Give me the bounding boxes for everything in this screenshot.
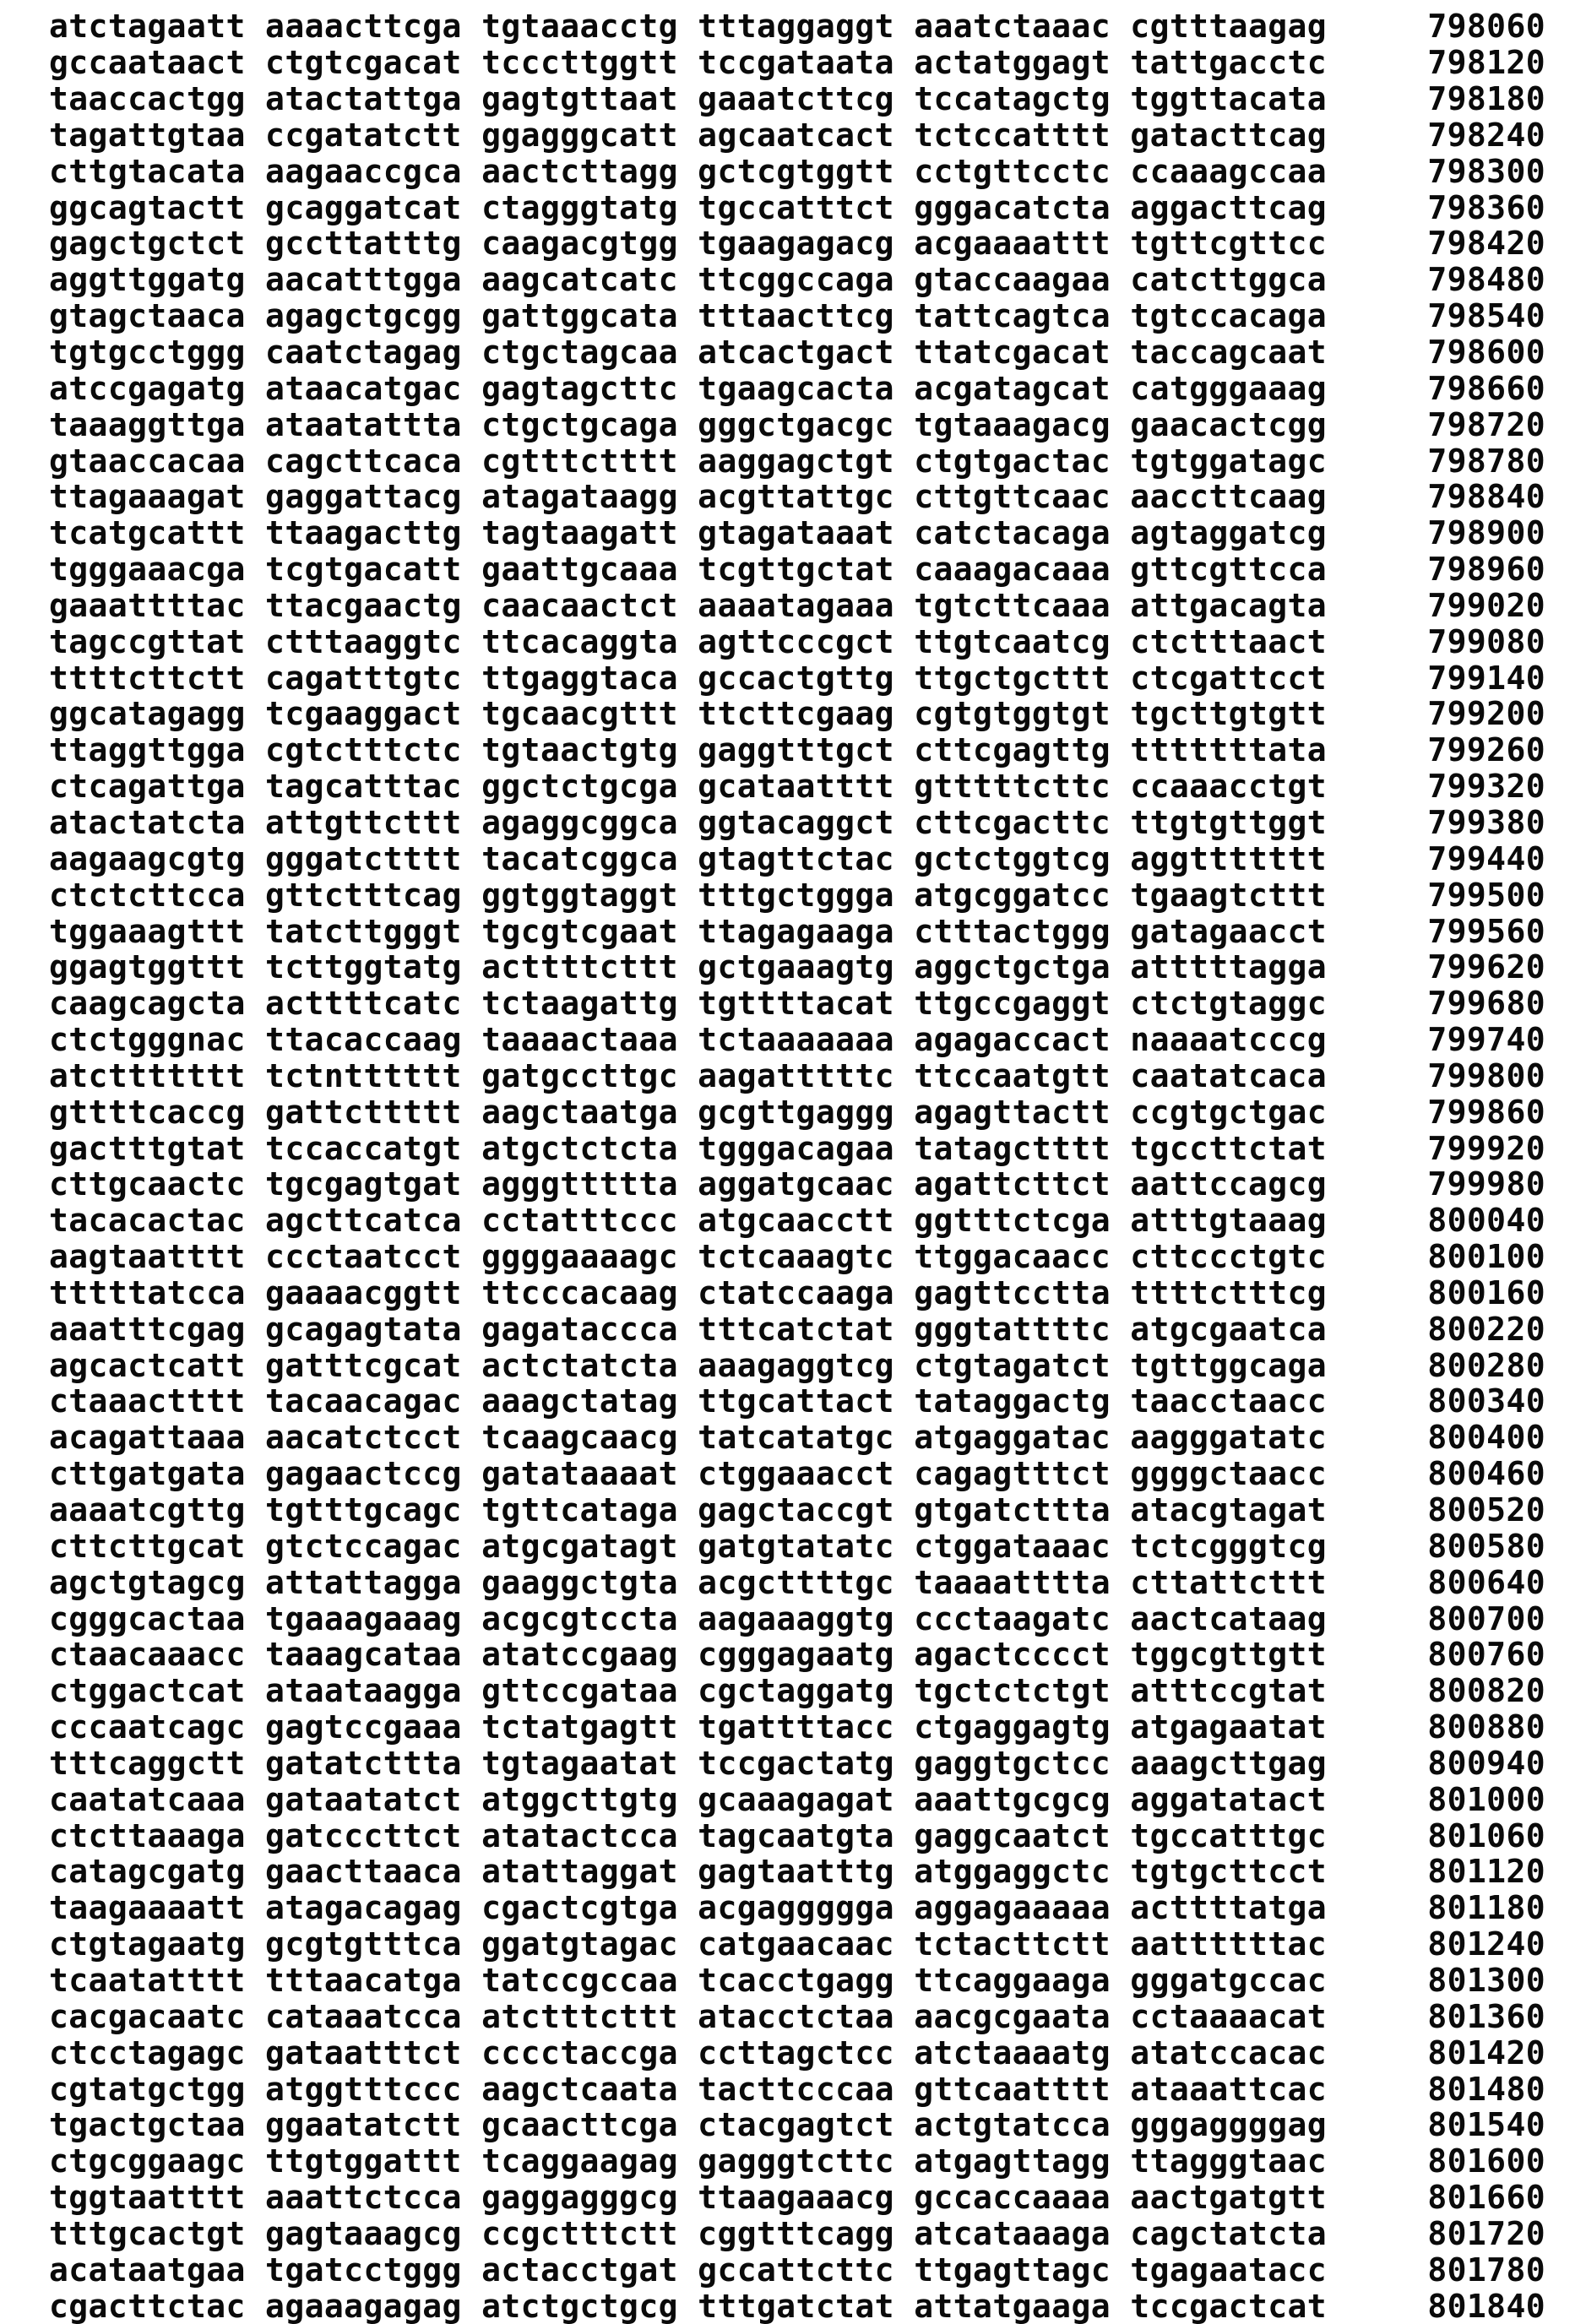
sequence-bases: taaccactgg atactattga gagtgttaat gaaatcttcg tccatagctg tggttacata: [49, 80, 1328, 118]
position-number: 799440: [1427, 839, 1545, 877]
sequence-row: [0, 225, 1586, 262]
sequence-bases: ttttcttctt cagatttgtc ttgaggtaca gccactgttg ttgctgcttt ctcgattcct: [49, 659, 1328, 697]
sequence-bases: agctgtagcg attattagga gaaggctgta acgcttttgc taaaatttta cttattcttt: [49, 1563, 1328, 1601]
sequence-bases: tagccgttat ctttaaggtc ttcacaggta agttcccgct ttgtcaatcg ctctttaact: [49, 622, 1328, 660]
sequence-row: [0, 1709, 1586, 1746]
sequence-row: [0, 2034, 1586, 2071]
sequence-row: [0, 1203, 1586, 1239]
position-number: 801060: [1427, 1816, 1545, 1854]
position-number: 800880: [1427, 1708, 1545, 1746]
sequence-bases: tttcaggctt gatatcttta tgtagaatat tccgactatg gaggtgctcc aaagcttgag: [49, 1744, 1328, 1782]
sequence-row: [0, 1275, 1586, 1311]
sequence-row: [0, 334, 1586, 371]
position-number: 801180: [1427, 1889, 1545, 1927]
sequence-row: [0, 406, 1586, 443]
position-number: 798060: [1427, 8, 1545, 46]
position-number: 800940: [1427, 1744, 1545, 1782]
position-number: 800640: [1427, 1563, 1545, 1601]
position-number: 801120: [1427, 1853, 1545, 1891]
sequence-bases: ggcatagagg tcgaaggact tgcaacgttt ttcttcgaag cgtgtggtgt tgcttgtgtt: [49, 695, 1328, 733]
sequence-bases: tgtgcctggg caatctagag ctgctagcaa atcactgact ttatcgacat taccagcaat: [49, 334, 1328, 372]
sequence-bases: taagaaaatt atagacagag cgactcgtga acgaggggga aggagaaaaa acttttatga: [49, 1889, 1328, 1927]
sequence-bases: caagcagcta acttttcatc tctaagattg tgttttacat ttgccgaggt ctctgtaggc: [49, 985, 1328, 1023]
position-number: 800100: [1427, 1238, 1545, 1276]
position-number: 799200: [1427, 695, 1545, 733]
sequence-row: [0, 1854, 1586, 1890]
position-number: 798300: [1427, 152, 1545, 190]
sequence-row: [0, 696, 1586, 732]
sequence-bases: gtaaccacaa cagcttcaca cgtttctttt aaggagctgt ctgtgactac tgtggatagc: [49, 442, 1328, 480]
sequence-bases: ctctgggnac ttacaccaag taaaactaaa tctaaaaaaa agagaccact naaaatcccg: [49, 1021, 1328, 1059]
sequence-row: [0, 1926, 1586, 1963]
sequence-bases: aagaagcgtg gggatctttt tacatcggca gtagttctac gctctggtcg aggttttttt: [49, 839, 1328, 877]
sequence-row: [0, 81, 1586, 117]
sequence-bases: ctaacaaacc taaagcataa atatccgaag cgggagaatg agactcccct tggcgttgtt: [49, 1636, 1328, 1674]
sequence-bases: gccaataact ctgtcgacat tcccttggtt tccgataata actatggagt tattgacctc: [49, 44, 1328, 82]
sequence-row: [0, 262, 1586, 298]
sequence-row: [0, 1094, 1586, 1130]
sequence-row: [0, 2071, 1586, 2107]
sequence-bases: ctggactcat ataataagga gttccgataa cgctaggatg tgctctctgt atttccgtat: [49, 1672, 1328, 1710]
position-number: 801720: [1427, 2214, 1545, 2252]
sequence-bases: ggagtggttt tcttggtatg acttttcttt gctgaaagtg aggctgctga atttttagga: [49, 948, 1328, 986]
position-number: 800820: [1427, 1672, 1545, 1710]
sequence-row: [0, 1456, 1586, 1492]
sequence-row: [0, 515, 1586, 551]
position-number: 799320: [1427, 768, 1545, 806]
position-number: 801540: [1427, 2106, 1545, 2144]
sequence-row: [0, 1311, 1586, 1347]
sequence-row: [0, 1022, 1586, 1058]
position-number: 799920: [1427, 1129, 1545, 1167]
sequence-row: [0, 1637, 1586, 1673]
sequence-row: [0, 2143, 1586, 2180]
sequence-row: [0, 732, 1586, 768]
sequence-row: [0, 2251, 1586, 2288]
position-number: 798180: [1427, 80, 1545, 118]
sequence-row: [0, 117, 1586, 154]
sequence-bases: aagtaatttt ccctaatcct ggggaaaagc tctcaaagtc ttggacaacc cttccctgtc: [49, 1238, 1328, 1276]
sequence-row: [0, 949, 1586, 986]
position-number: 800280: [1427, 1346, 1545, 1384]
position-number: 798240: [1427, 116, 1545, 154]
sequence-bases: ctgcggaagc ttgtggattt tcaggaagag gagggtcttc atgagttagg ttagggtaac: [49, 2142, 1328, 2180]
sequence-row: [0, 2180, 1586, 2216]
position-number: 798120: [1427, 44, 1545, 82]
sequence-bases: tcatgcattt ttaagacttg tagtaagatt gtagataaat catctacaga agtaggatcg: [49, 514, 1328, 552]
sequence-row: [0, 1420, 1586, 1456]
sequence-bases: tagattgtaa ccgatatctt ggagggcatt agcaatcact tctccatttt gatacttcag: [49, 116, 1328, 154]
sequence-bases: tggaaagttt tatcttgggt tgcgtcgaat ttagagaaga ctttactggg gatagaacct: [49, 912, 1328, 950]
sequence-bases: acagattaaa aacatctcct tcaagcaacg tatcatatgc atgaggatac aagggatatc: [49, 1419, 1328, 1457]
sequence-bases: catagcgatg gaacttaaca atattaggat gagtaatttg atggaggctc tgtgcttcct: [49, 1853, 1328, 1891]
position-number: 800520: [1427, 1491, 1545, 1529]
sequence-bases: aaatttcgag gcagagtata gagataccca tttcatctat gggtattttc atgcgaatca: [49, 1310, 1328, 1348]
position-number: 800340: [1427, 1382, 1545, 1420]
sequence-bases: agcactcatt gatttcgcat actctatcta aaagaggtcg ctgtagatct tgttggcaga: [49, 1346, 1328, 1384]
sequence-bases: cgtatgctgg atggtttccc aagctcaata tacttcccaa gttcaatttt ataaattcac: [49, 2070, 1328, 2108]
position-number: 801660: [1427, 2179, 1545, 2217]
sequence-row: [0, 1963, 1586, 1999]
sequence-row: [0, 1746, 1586, 1782]
sequence-bases: cttcttgcat gtctccagac atgcgatagt gatgtatatc ctggataaac tctcgggtcg: [49, 1527, 1328, 1565]
sequence-bases: gagctgctct gccttatttg caagacgtgg tgaagagacg acgaaaattt tgttcgttcc: [49, 225, 1328, 263]
sequence-bases: ttaggttgga cgtctttctc tgtaactgtg gaggtttgct cttcgagttg tttttttata: [49, 731, 1328, 769]
sequence-row: [0, 1057, 1586, 1094]
sequence-bases: ctcttaaaga gatcccttct atatactcca tagcaatgta gaggcaatct tgccatttgc: [49, 1816, 1328, 1854]
sequence-bases: aaaatcgttg tgtttgcagc tgttcataga gagctaccgt gtgatcttta atacgtagat: [49, 1491, 1328, 1529]
position-number: 798480: [1427, 261, 1545, 299]
sequence-bases: tgggaaacga tcgtgacatt gaattgcaaa tcgttgctat caaagacaaa gttcgttcca: [49, 551, 1328, 589]
position-number: 801420: [1427, 2033, 1545, 2072]
sequence-row: [0, 877, 1586, 913]
sequence-bases: cacgacaatc cataaatcca atctttcttt atacctctaa aacgcgaata cctaaaacat: [49, 1997, 1328, 2035]
position-number: 799800: [1427, 1056, 1545, 1094]
position-number: 800580: [1427, 1527, 1545, 1565]
sequence-bases: gaaattttac ttacgaactg caacaactct aaaatagaaa tgtcttcaaa attgacagta: [49, 586, 1328, 624]
sequence-row: [0, 1383, 1586, 1420]
sequence-row: [0, 45, 1586, 81]
sequence-row: [0, 2288, 1586, 2324]
sequence-bases: atccgagatg ataacatgac gagtagcttc tgaagcacta acgatagcat catgggaaag: [49, 369, 1328, 407]
sequence-bases: tcaatatttt tttaacatga tatccgccaa tcacctgagg ttcaggaaga gggatgccac: [49, 1961, 1328, 1999]
position-number: 799140: [1427, 659, 1545, 697]
sequence-row: [0, 805, 1586, 841]
sequence-row: [0, 623, 1586, 660]
position-number: 799260: [1427, 731, 1545, 769]
position-number: 801000: [1427, 1780, 1545, 1818]
position-number: 801360: [1427, 1997, 1545, 2035]
sequence-bases: taaaggttga ataatattta ctgctgcaga gggctgacgc tgtaaagacg gaacactcgg: [49, 405, 1328, 443]
position-number: 798780: [1427, 442, 1545, 480]
sequence-row: [0, 1239, 1586, 1275]
sequence-bases: gtagctaaca agagctgcgg gattggcata tttaacttcg tattcagtca tgtccacaga: [49, 297, 1328, 335]
position-number: 801600: [1427, 2142, 1545, 2180]
sequence-row: [0, 8, 1586, 45]
sequence-bases: tggtaatttt aaattctcca gaggagggcg ttaagaaacg gccaccaaaa aactgatgtt: [49, 2179, 1328, 2217]
sequence-bases: gactttgtat tccaccatgt atgctctcta tgggacagaa tatagctttt tgccttctat: [49, 1129, 1328, 1167]
sequence-bases: tgactgctaa ggaatatctt gcaacttcga ctacgagtct actgtatcca gggaggggag: [49, 2106, 1328, 2144]
position-number: 799620: [1427, 948, 1545, 986]
position-number: 800460: [1427, 1455, 1545, 1493]
sequence-bases: tttttatcca gaaaacggtt ttcccacaag ctatccaaga gagttcctta ttttctttcg: [49, 1273, 1328, 1311]
sequence-bases: gttttcaccg gattcttttt aagctaatga gcgttgaggg agagttactt ccgtgctgac: [49, 1093, 1328, 1131]
sequence-row: [0, 2107, 1586, 2143]
sequence-row: [0, 2215, 1586, 2251]
sequence-bases: aggttggatg aacatttgga aagcatcatc ttcggccaga gtaccaagaa catcttggca: [49, 261, 1328, 299]
sequence-row: [0, 1817, 1586, 1854]
sequence-row: [0, 479, 1586, 515]
sequence-row: [0, 189, 1586, 225]
sequence-row: [0, 1347, 1586, 1383]
position-number: 800220: [1427, 1310, 1545, 1348]
sequence-bases: atctagaatt aaaacttcga tgtaaacctg tttaggaggt aaatctaaac cgtttaagag: [49, 8, 1328, 46]
sequence-row: [0, 1166, 1586, 1203]
sequence-row: [0, 1130, 1586, 1166]
position-number: 801840: [1427, 2287, 1545, 2324]
position-number: 798660: [1427, 369, 1545, 407]
sequence-row: [0, 551, 1586, 588]
sequence-bases: ctaaactttt tacaacagac aaagctatag ttgcattact tataggactg taacctaacc: [49, 1382, 1328, 1420]
sequence-row: [0, 443, 1586, 479]
position-number: 800160: [1427, 1273, 1545, 1311]
sequence-bases: cgggcactaa tgaaagaaag acgcgtccta aagaaaggtg ccctaagatc aactcataag: [49, 1599, 1328, 1637]
position-number: 798900: [1427, 514, 1545, 552]
position-number: 799500: [1427, 876, 1545, 914]
sequence-row: [0, 1998, 1586, 2034]
sequence-row: [0, 1528, 1586, 1564]
position-number: 798360: [1427, 188, 1545, 226]
sequence-row: [0, 768, 1586, 805]
sequence-bases: ctctcttcca gttctttcag ggtggtaggt tttgctggga atgcggatcc tgaagtcttt: [49, 876, 1328, 914]
sequence-bases: ctgtagaatg gcgtgtttca ggatgtagac catgaacaac tctacttctt aattttttac: [49, 1925, 1328, 1963]
sequence-bases: atcttttttt tctntttttt gatgccttgc aagatttttc ttccaatgtt caatatcaca: [49, 1056, 1328, 1094]
sequence-bases: ggcagtactt gcaggatcat ctagggtatg tgccatttct gggacatcta aggacttcag: [49, 188, 1328, 226]
position-number: 799080: [1427, 622, 1545, 660]
sequence-row: [0, 913, 1586, 949]
position-number: 798540: [1427, 297, 1545, 335]
sequence-bases: atactatcta attgttcttt agaggcggca ggtacaggct cttcgacttc ttgtgttggt: [49, 803, 1328, 841]
sequence-bases: cttgtacata aagaaccgca aactcttagg gctcgtggtt cctgttcctc ccaaagccaa: [49, 152, 1328, 190]
position-number: 801240: [1427, 1925, 1545, 1963]
sequence-bases: cttgcaactc tgcgagtgat agggttttta aggatgcaac agattcttct aattccagcg: [49, 1165, 1328, 1203]
sequence-bases: ctcagattga tagcatttac ggctctgcga gcataatttt gtttttcttc ccaaacctgt: [49, 768, 1328, 806]
sequence-row: [0, 298, 1586, 334]
position-number: 798420: [1427, 225, 1545, 263]
position-number: 801300: [1427, 1961, 1545, 1999]
sequence-row: [0, 1781, 1586, 1817]
sequence-bases: ctcctagagc gataatttct cccctaccga ccttagctcc atctaaaatg atatccacac: [49, 2033, 1328, 2072]
sequence-row: [0, 1890, 1586, 1926]
position-number: 798840: [1427, 478, 1545, 516]
sequence-bases: caatatcaaa gataatatct atggcttgtg gcaaagagat aaattgcgcg aggatatact: [49, 1780, 1328, 1818]
sequence-row: [0, 588, 1586, 624]
position-number: 800760: [1427, 1636, 1545, 1674]
position-number: 800400: [1427, 1419, 1545, 1457]
position-number: 798600: [1427, 334, 1545, 372]
position-number: 799020: [1427, 586, 1545, 624]
position-number: 800040: [1427, 1202, 1545, 1240]
sequence-row: [0, 1600, 1586, 1637]
sequence-bases: acataatgaa tgatcctggg actacctgat gccattcttc ttgagttagc tgagaatacc: [49, 2251, 1328, 2289]
position-number: 799980: [1427, 1165, 1545, 1203]
sequence-listing: [0, 8, 1586, 2324]
position-number: 798960: [1427, 551, 1545, 589]
sequence-row: [0, 1492, 1586, 1529]
sequence-row: [0, 1564, 1586, 1600]
sequence-row: [0, 986, 1586, 1022]
position-number: 799860: [1427, 1093, 1545, 1131]
position-number: 798720: [1427, 405, 1545, 443]
sequence-bases: tttgcactgt gagtaaagcg ccgctttctt cggtttcagg atcataaaga cagctatcta: [49, 2214, 1328, 2252]
sequence-row: [0, 370, 1586, 406]
sequence-bases: cccaatcagc gagtccgaaa tctatgagtt tgattttacc ctgaggagtg atgagaatat: [49, 1708, 1328, 1746]
sequence-row: [0, 1673, 1586, 1709]
sequence-row: [0, 840, 1586, 877]
sequence-bases: ttagaaagat gaggattacg atagataagg acgttattgc cttgttcaac aaccttcaag: [49, 478, 1328, 516]
sequence-bases: tacacactac agcttcatca cctatttccc atgcaacctt ggtttctcga atttgtaaag: [49, 1202, 1328, 1240]
sequence-row: [0, 660, 1586, 696]
position-number: 799740: [1427, 1021, 1545, 1059]
position-number: 801480: [1427, 2070, 1545, 2108]
sequence-bases: cgacttctac agaaagagag atctgctgcg tttgatctat attatgaaga tccgactcat: [49, 2287, 1328, 2324]
position-number: 799380: [1427, 803, 1545, 841]
sequence-bases: cttgatgata gagaactccg gatataaaat ctggaaacct cagagtttct ggggctaacc: [49, 1455, 1328, 1493]
position-number: 799560: [1427, 912, 1545, 950]
position-number: 799680: [1427, 985, 1545, 1023]
position-number: 801780: [1427, 2251, 1545, 2289]
sequence-row: [0, 153, 1586, 189]
position-number: 800700: [1427, 1599, 1545, 1637]
